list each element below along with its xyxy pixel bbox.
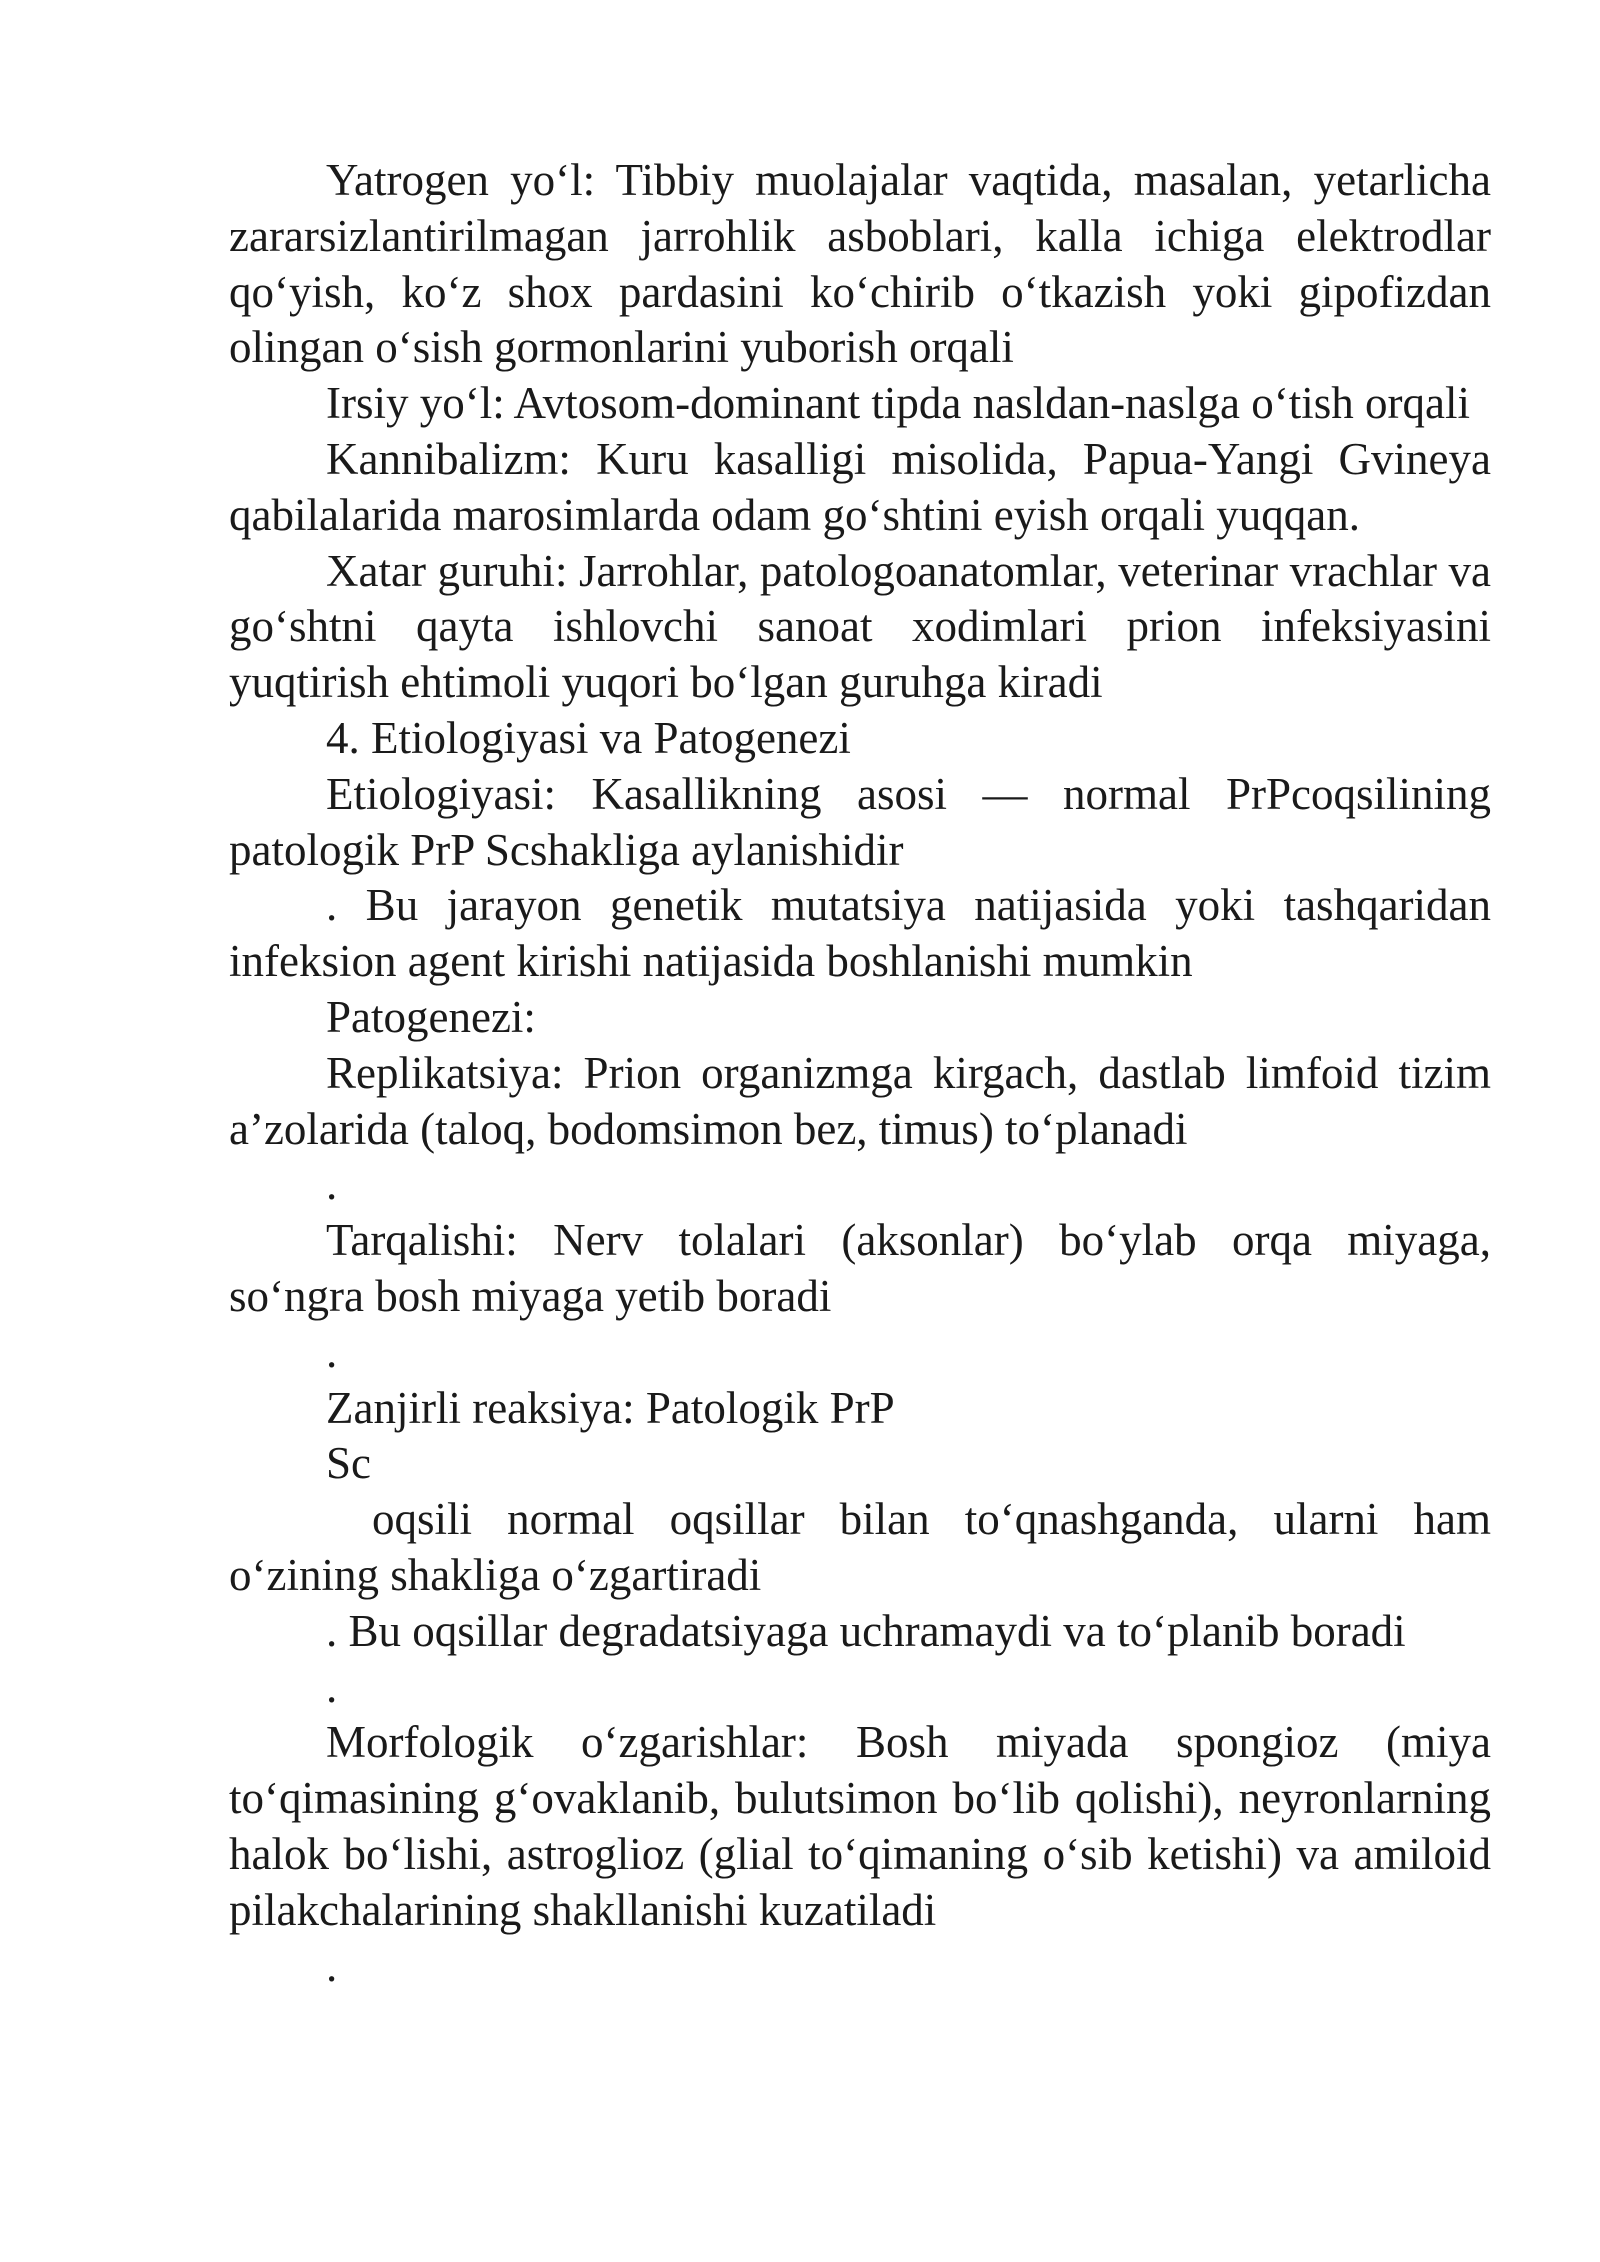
paragraph-period: . bbox=[326, 1940, 338, 1991]
paragraph-pathogenesis-heading: Patogenezi: bbox=[326, 991, 536, 1042]
body-text bbox=[229, 153, 1491, 1994]
paragraph-morphological-changes: Morfologik o‘zgarishlar: Bosh miyada spongioz (miya to‘qimasining g‘ovaklanib, bulutsimon bo‘lib qolishi), neyronlarning halok bo‘lishi, astroglioz (glial to‘qimaning o‘sib ketishi) va amiloid pilakchalarining shakllanishi kuzatiladi bbox=[229, 1717, 1491, 1935]
paragraph-period: . bbox=[326, 1159, 338, 1210]
paragraph-spread: Tarqalishi: Nerv tolalari (aksonlar) bo‘ylab orqa miyaga, so‘ngra bosh miyaga yetib boradi bbox=[229, 1215, 1491, 1321]
paragraph-cannibalism: Kannibalizm: Kuru kasalligi misolida, Papua-Yangi Gvineya qabilalarida marosimlarda odam go‘shtini eyish orqali yuqqan. bbox=[229, 433, 1491, 540]
paragraph-hereditary-route: Irsiy yo‘l: Avtosom-dominant tipda nasldan-naslga o‘tish orqali bbox=[326, 378, 1470, 429]
paragraph-period: . bbox=[326, 1326, 338, 1377]
section-heading: 4. Etiologiyasi va Patogenezi bbox=[326, 712, 851, 763]
paragraph-etiology: Etiologiyasi: Kasallikning asosi — normal PrPcoqsilining patologik PrP Scshakliga aylanishidir bbox=[229, 768, 1491, 875]
paragraph-chain-reaction-continued: oqsili normal oqsillar bilan to‘qnashganda, ularni ham o‘zining shakliga o‘zgartiradi bbox=[229, 1494, 1491, 1600]
paragraph-superscript-sc: Sc bbox=[326, 1438, 371, 1489]
paragraph-accumulation: . Bu oqsillar degradatsiyaga uchramaydi va to‘planib boradi bbox=[326, 1605, 1406, 1656]
paragraph-etiology-continued: . Bu jarayon genetik mutatsiya natijasida yoki tashqaridan infeksion agent kirishi natijasida boshlanishi mumkin bbox=[229, 880, 1491, 987]
paragraph-chain-reaction: Zanjirli reaksiya: Patologik PrP bbox=[326, 1382, 895, 1433]
paragraph-period: . bbox=[326, 1661, 338, 1712]
paragraph-iatrogenic-route: Yatrogen yo‘l: Tibbiy muolajalar vaqtida, masalan, yetarlicha zararsizlantirilmagan jarrohlik asboblari, kalla ichiga elektrodlar qo‘yish, ko‘z shox pardasini ko‘chirib o‘tkazish yoki gipofizdan olingan o‘sish gormonlarini yuborish orqali bbox=[229, 155, 1491, 373]
paragraph-replication: Replikatsiya: Prion organizmga kirgach, dastlab limfoid tizim a’zolarida (taloq, bodomsimon bez, timus) to‘planadi bbox=[229, 1047, 1491, 1154]
paragraph-risk-group: Xatar guruhi: Jarrohlar, patologoanatomlar, veterinar vrachlar va go‘shtni qayta ishlovchi sanoat xodimlari prion infeksiyasini yuqtirish ehtimoli yuqori bo‘lgan guruhga kiradi bbox=[229, 545, 1491, 708]
